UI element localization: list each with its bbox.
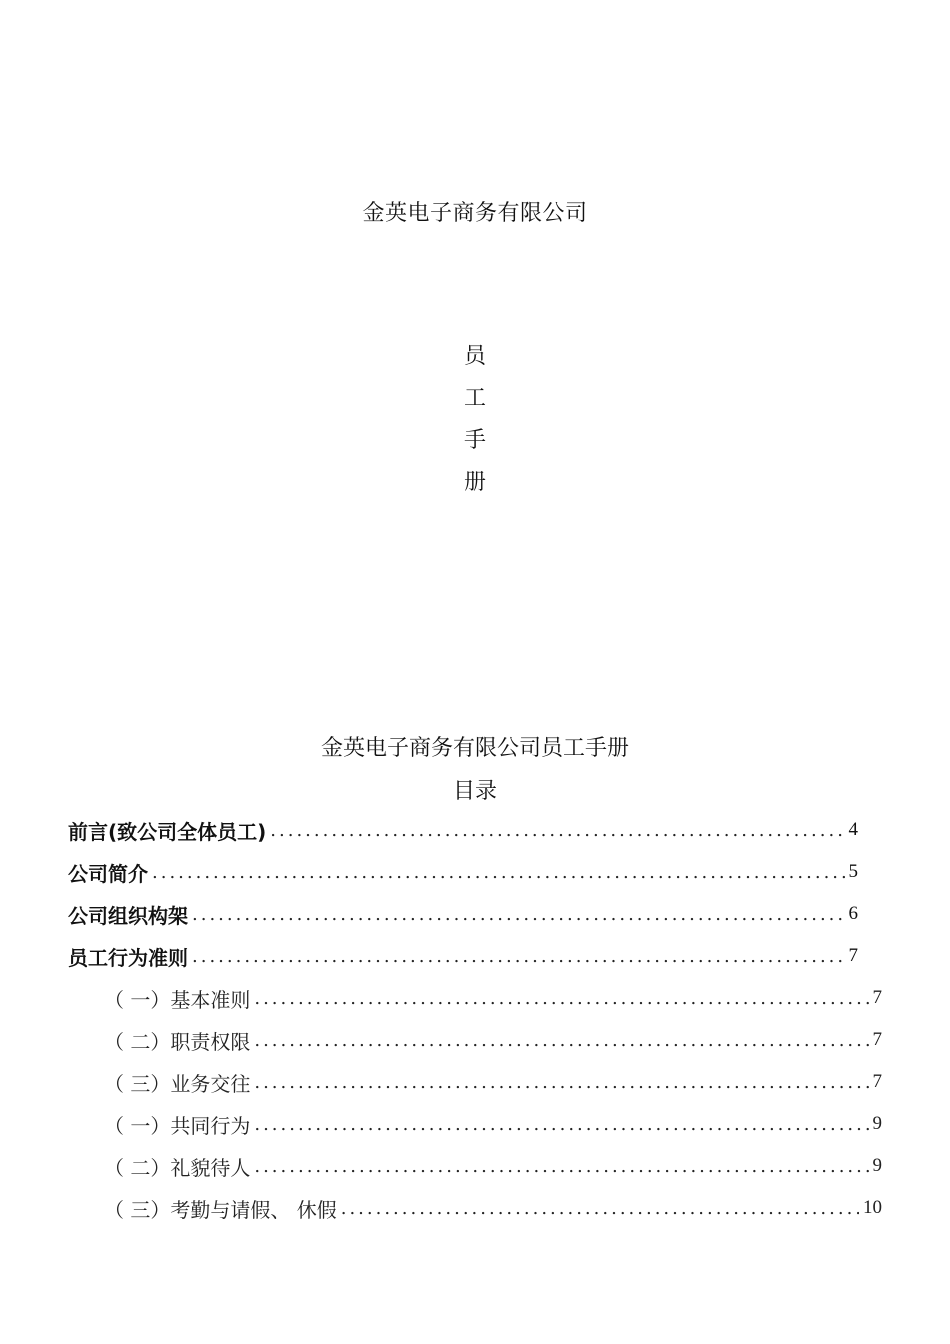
handbook-vertical-title — [0, 336, 950, 504]
title-char: 员 — [463, 344, 486, 369]
toc-subentry-number: （ 一） — [104, 1113, 171, 1138]
dot-leader — [270, 820, 844, 841]
toc-page-number: 4 — [848, 819, 858, 840]
toc-entry-label: 公司组织构架 — [68, 903, 188, 928]
toc-page-number: 9 — [872, 1155, 882, 1176]
toc-entry-code-of-conduct[interactable] — [68, 936, 858, 976]
title-char: 手 — [463, 428, 486, 453]
dot-leader — [254, 1030, 868, 1051]
dot-leader — [254, 988, 868, 1009]
dot-leader — [254, 1114, 868, 1135]
toc-entry-org-structure[interactable] — [68, 894, 858, 934]
toc-entry-company-intro[interactable] — [68, 852, 858, 892]
toc-subentry-label: 基本准则 — [170, 987, 251, 1012]
toc-entry-label: 前言(致公司全体员工) — [68, 819, 267, 844]
toc-page-number: 7 — [848, 945, 858, 966]
dot-leader — [254, 1156, 868, 1177]
toc-subentry-label: 礼貌待人 — [170, 1155, 251, 1180]
toc-subentry-label: 业务交往 — [170, 1071, 251, 1096]
toc-subentry-number: （ 三） — [104, 1197, 171, 1222]
dot-leader — [192, 946, 845, 967]
dot-leader — [152, 862, 845, 883]
toc-subentry-number: （ 三） — [104, 1071, 171, 1096]
toc-heading: 目录 — [452, 779, 497, 804]
toc-subentry-label: 职责权限 — [170, 1029, 251, 1054]
toc-page-number: 10 — [863, 1197, 882, 1218]
toc-subentry-label: 共同行为 — [170, 1113, 251, 1138]
company-name: 金英电子商务有限公司 — [362, 201, 588, 226]
title-char: 工 — [463, 386, 486, 411]
toc-entry-label: 员工行为准则 — [68, 945, 188, 970]
toc-subentry-number: （ 二） — [104, 1029, 171, 1054]
title-char: 册 — [463, 470, 486, 495]
toc-subentry[interactable] — [104, 1188, 882, 1228]
toc-page-number: 7 — [872, 1071, 882, 1092]
toc-subentry[interactable] — [104, 1146, 882, 1186]
toc-document-title: 金英电子商务有限公司员工手册 — [320, 736, 629, 761]
toc-subentry-number: （ 一） — [104, 987, 171, 1012]
toc-page-number: 5 — [848, 861, 858, 882]
toc-entry-label: 公司简介 — [68, 861, 148, 886]
toc-page-number: 9 — [872, 1113, 882, 1134]
toc-subentry-number: （ 二） — [104, 1155, 171, 1180]
dot-leader — [254, 1072, 868, 1093]
toc-subentry[interactable] — [104, 978, 882, 1018]
dot-leader — [341, 1198, 859, 1219]
toc-subentry[interactable] — [104, 1104, 882, 1144]
toc-page-number: 6 — [848, 903, 858, 924]
toc-subentry-label: 考勤与请假、 休假 — [170, 1197, 337, 1222]
toc-subentry[interactable] — [104, 1020, 882, 1060]
toc-page-number: 7 — [872, 987, 882, 1008]
dot-leader — [192, 904, 845, 925]
toc-subentry[interactable] — [104, 1062, 882, 1102]
toc-page-number: 7 — [872, 1029, 882, 1050]
toc-entry-preface[interactable] — [68, 810, 858, 850]
